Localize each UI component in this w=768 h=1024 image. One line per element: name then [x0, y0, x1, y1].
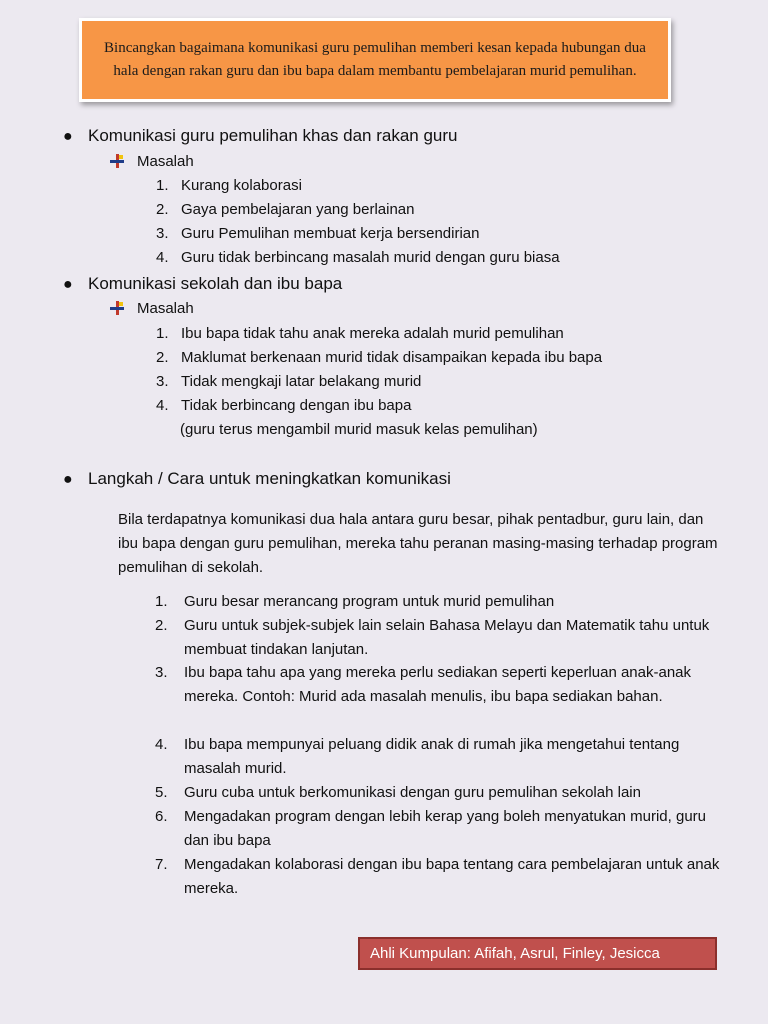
item-text: Guru besar merancang program untuk murid pemulihan — [184, 593, 555, 610]
plus-icon — [110, 301, 124, 315]
item-text: Ibu bapa tidak tahu anak mereka adalah murid pemulihan — [181, 325, 564, 342]
bullet-icon: ● — [63, 471, 73, 488]
list-item — [156, 346, 676, 370]
item-text: Ibu bapa mempunyai peluang didik anak di rumah jika mengetahui tentang masalah murid. — [184, 736, 680, 777]
section-heading-school-parents — [63, 273, 342, 296]
list-item — [156, 246, 636, 270]
item-text: Kurang kolaborasi — [181, 177, 302, 194]
item-number: 2. — [156, 201, 169, 218]
list-item — [155, 614, 720, 662]
item-number: 2. — [156, 349, 169, 366]
list-item — [156, 174, 636, 198]
item-number: 6. — [155, 808, 168, 825]
list-item — [155, 853, 720, 901]
list-item — [155, 661, 720, 709]
section-heading-text: Komunikasi guru pemulihan khas dan rakan guru — [88, 126, 458, 145]
item-number: 7. — [155, 856, 168, 873]
sub-heading-text: Masalah — [137, 153, 194, 170]
item-number: 3. — [155, 664, 168, 681]
list-item — [156, 322, 676, 346]
item-text: Ibu bapa tahu apa yang mereka perlu sediakan seperti keperluan anak-anak mereka. Contoh: Murid ada masalah menulis, ibu bapa sediakan bahan. — [184, 664, 692, 705]
question-box — [79, 18, 671, 102]
question-text: Bincangkan bagaimana komunikasi guru pemulihan memberi kesan kepada hubungan dua hala dengan rakan guru dan ibu bapa dalam membantu pembelajaran murid pemulihan. — [104, 40, 646, 79]
item-text: Maklumat berkenaan murid tidak disampaikan kepada ibu bapa — [181, 349, 603, 366]
bullet-icon: ● — [63, 276, 73, 293]
sub-heading-problem — [110, 299, 194, 319]
section-heading-improvement-steps — [63, 468, 451, 491]
list-item — [156, 198, 636, 222]
bullet-icon: ● — [63, 128, 73, 145]
item-number: 3. — [156, 225, 169, 242]
item-number: 2. — [155, 617, 168, 634]
item-text: Gaya pembelajaran yang berlainan — [181, 201, 415, 218]
section-heading-text: Langkah / Cara untuk meningkatkan komunikasi — [88, 469, 451, 488]
section-heading-teacher-communication — [63, 125, 458, 148]
item-text: Mengadakan kolaborasi dengan ibu bapa tentang cara pembelajaran untuk anak mereka. — [184, 856, 720, 897]
sub-heading-problem — [110, 152, 194, 172]
item-text: Guru Pemulihan membuat kerja bersendirian — [181, 225, 480, 242]
section-heading-text: Komunikasi sekolah dan ibu bapa — [88, 274, 343, 293]
item-number: 1. — [155, 593, 168, 610]
item-text: Mengadakan program dengan lebih kerap yang boleh menyatukan murid, guru dan ibu bapa — [184, 808, 707, 849]
item-number: 4. — [155, 736, 168, 753]
group-members-text: Ahli Kumpulan: Afifah, Asrul, Finley, Jesicca — [370, 945, 660, 962]
item-number: 3. — [156, 373, 169, 390]
item-number: 5. — [155, 784, 168, 801]
list-item — [156, 222, 636, 246]
intro-paragraph: Bila terdapatnya komunikasi dua hala antara guru besar, pihak pentadbur, guru lain, dan ibu bapa dengan guru pemulihan, mereka tahu peranan masing-masing terhadap program pemulihan di sekolah. — [118, 511, 718, 576]
item-number: 4. — [156, 397, 169, 414]
item-text: Guru tidak berbincang masalah murid dengan guru biasa — [181, 249, 560, 266]
plus-icon — [110, 154, 124, 168]
list-item — [155, 733, 720, 781]
item-text: Guru untuk subjek-subjek lain selain Bahasa Melayu dan Matematik tahu untuk membuat tindakan lanjutan. — [184, 617, 710, 658]
group-members-box — [358, 937, 717, 970]
item-text: Guru cuba untuk berkomunikasi dengan guru pemulihan sekolah lain — [184, 784, 641, 801]
note-text: (guru terus mengambil murid masuk kelas pemulihan) — [180, 421, 538, 438]
list-item — [156, 370, 676, 394]
item-number: 4. — [156, 249, 169, 266]
list-item — [155, 781, 720, 805]
list-item — [155, 590, 720, 614]
sub-heading-text: Masalah — [137, 300, 194, 317]
item-text: Tidak berbincang dengan ibu bapa — [181, 397, 412, 414]
list-item — [155, 805, 720, 853]
item-text: Tidak mengkaji latar belakang murid — [181, 373, 422, 390]
item-number: 1. — [156, 325, 169, 342]
item-number: 1. — [156, 177, 169, 194]
list-item — [156, 394, 676, 418]
